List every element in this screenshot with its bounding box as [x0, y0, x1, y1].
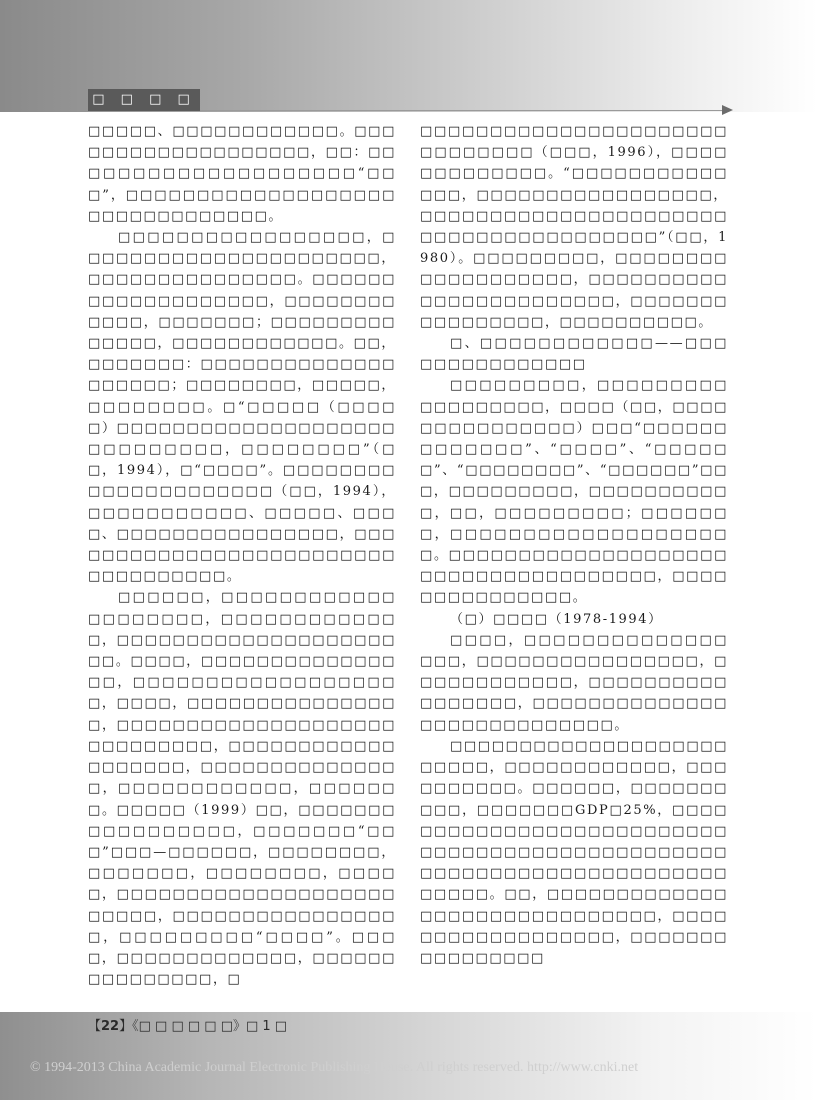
- subsection-heading: （□）□□□□（1978-1994）: [450, 611, 663, 627]
- bracket-right: 】: [119, 1019, 133, 1034]
- copyright-watermark: © 1994-2013 China Academic Journal Electronic Publishing House. All rights reserved. http://www.cnki.net: [30, 1060, 639, 1075]
- paragraph: □□□□□□□□□□□□□□□□□□□□□□□□□，□□□□□□□□□□□□，□□□□□□□□□□。□□□□□□，□□□□□□□□□□，□□□□□□□GDP□25%，□□□□□□□□□□□□□□□□□□□□□□□□□□□□□□□□□□□□□□□□□□□□□□□□□□□□□□□□□□□□□□□□□□□□□□□□□□□。□□，□□□□□□□□□□□□□□□□□□□□□□□□□□□□□□，□□□□□□□□□□□□□□□□□□，□□□□□□□□□□□□□□□□: [420, 738, 728, 966]
- paragraph: □□□□□□□□□□□□□□□□□□□□□□□□□□□□□□（□□□，1996），□□□□□□□□□□□□□。“□□□□□□□□□□□□□□，□□□□□□□□□□□□□□□□□，□□□□□□□□□□□□□□□□□□□□□□□□□□□□□□□□□□□□□□□”（□□，1980）。□□□□□□□□□，□□□□□□□□□□□□□□□□□□□，□□□□□□□□□□□□□□□□□□□□□□□□，□□□□□□□□□□□□□□□□，□□□□□□□□□□。: [420, 124, 728, 330]
- header-rule: [200, 110, 722, 111]
- left-column: [88, 121, 396, 990]
- journal-label: 《□ □ □ □ □ □》□ 1 □: [132, 1019, 288, 1034]
- arrow-right-icon: [722, 105, 733, 115]
- bracket-left: 【: [88, 1019, 102, 1034]
- paragraph: □□□□□□□□□□□□□□□□□，□□□□□□□□□□□□□□□□□□□□□□，□□□□□□□□□□□□□□□。□□□□□□□□□□□□□□□□□□□，□□□□□□□□□□□□，□□□□□□□；□□□□□□□□□□□□□□，□□□□□□□□□□□□。□□，□□□□□□□：□□□□□□□□□□□□□□□□□□□□；□□□□□□□□，□□□□□，□□□□□□□□。□“□□□□□（□□□□□）□□□□□□□□□□□□□□□□□□□□□□□□□□□□□，□□□□□□□□”（□□，1994），□“□□□□”。□□□□□□□□□□□□□□□□□□□□□（□□，1994），□□□□□□□□□□□、□□□□□、□□□□、□□□□□□□□□□□□□□□□，□□□□□□□□□□□□□□□□□□□□□□□□□□□□□□□□□□□。: [88, 230, 396, 585]
- section-heading: □、□□□□□□□□□□□□——□□□□□□□□□□□□□□□: [420, 336, 728, 373]
- page-footer: [88, 1017, 287, 1037]
- paragraph: □□□□□□□□□，□□□□□□□□□□□□□□□□□□，□□□□（□□，□□□□□□□□□□□□□□□）□□□“□□□□□□□□□□□□□”、“□□□□”、“□□□□□□”、“□□□□□□□□”、“□□□□□□”□□□，□□□□□□□□□，□□□□□□□□□□□，□□，□□□□□□□□□；□□□□□□□，□□□□□□□□□□□□□□□□□□□□。□□□□□□□□□□□□□□□□□□□□□□□□□□□□□□□□□□□□□，□□□□□□□□□□□□□□□。: [420, 378, 728, 606]
- section-label: □ □ □ □: [88, 89, 200, 111]
- page-number: 22: [101, 1019, 120, 1034]
- paragraph: □□□□，□□□□□□□□□□□□□□□□□，□□□□□□□□□□□□□□□□，□□□□□□□□□□□□，□□□□□□□□□□□□□□□□□，□□□□□□□□□□□□□□□□□□□□□□□□□□□□。: [420, 632, 728, 733]
- right-column: [420, 121, 728, 969]
- paragraph: □□□□□□，□□□□□□□□□□□□□□□□□□□□，□□□□□□□□□□□□□，□□□□□□□□□□□□□□□□□□□□□□。□□□□，□□□□□□□□□□□□□□□□，□□□□□□□□□□□□□□□□□□□，□□□□，□□□□□□□□□□□□□□□□，□□□□□□□□□□□□□□□□□□□□□□□□□□□□□，□□□□□□□□□□□□□□□□□□□，□□□□□□□□□□□□□□□，□□□□□□□□□□□□，□□□□□□□。□□□□□（1999）□□，□□□□□□□□□□□□□□□□□，□□□□□□□“□□□”□□□—□□□□□□，□□□□□□□□，□□□□□□□，□□□□□□□□，□□□□□，□□□□□□□□□□□□□□□□□□□□□□□□□，□□□□□□□□□□□□□□□□□，□□□□□□□□□“□□□□”。□□□□，□□□□□□□□□□□□□，□□□□□□□□□□□□□□□，□: [88, 590, 396, 988]
- paragraph: □□□□□、□□□□□□□□□□□□。□□□□□□□□□□□□□□□□□□□，□□：□□□□□□□□□□□□□□□□□□□□“□□□”，□□□□□□□□□□□□□□□□□□□□□□□□□□□□□□□□。: [88, 124, 396, 224]
